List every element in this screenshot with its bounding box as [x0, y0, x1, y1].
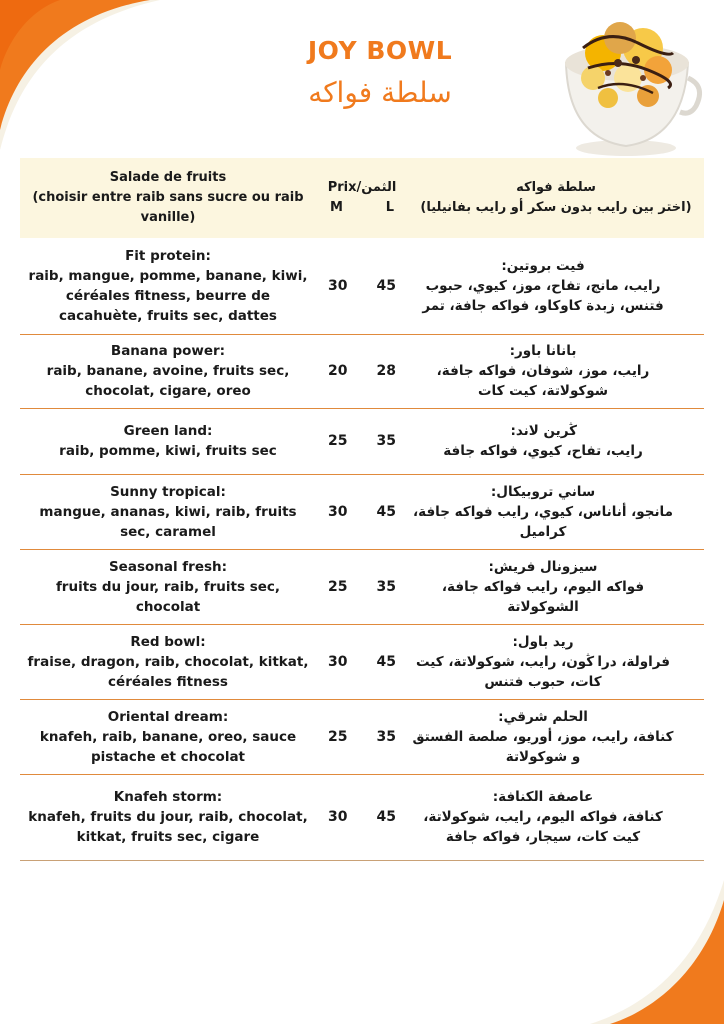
item-french — [20, 624, 316, 699]
table-row — [20, 334, 704, 408]
item-french — [20, 474, 316, 549]
item-name-french: Red bowl: — [130, 633, 206, 650]
item-french — [20, 699, 316, 774]
table-row — [20, 624, 704, 699]
header-arabic — [408, 158, 704, 238]
item-prices — [316, 334, 408, 408]
item-arabic — [408, 549, 704, 624]
item-description-arabic: رايب، مانج، تفاح، موز، كيوي، حبوب فتنس، زبدة كاوكاو، فواكه جافة، تمر — [422, 277, 664, 314]
item-description-arabic: كنافة، رايب، موز، أوريو، صلصة الفستق و شوكولاتة — [412, 728, 674, 765]
header-arabic-title: سلطة فواكه — [516, 180, 596, 195]
price-l: 35 — [376, 728, 396, 745]
header-price — [316, 158, 408, 238]
item-french — [20, 408, 316, 474]
item-name-french: Sunny tropical: — [110, 483, 226, 500]
item-name-arabic: فيت بروتين: — [501, 257, 585, 274]
menu-table — [20, 158, 704, 861]
item-name-french: Banana power: — [110, 343, 226, 359]
item-french — [20, 549, 316, 624]
item-description-french: mangue, ananas, kiwi, raib, fruits sec, caramel — [39, 503, 297, 540]
item-name-french: Fit protein: — [125, 247, 211, 264]
price-m: 30 — [328, 503, 348, 520]
table-row — [20, 549, 704, 624]
item-arabic — [408, 774, 704, 860]
item-description-french: fruits du jour, raib, fruits sec, chocolat — [55, 578, 281, 615]
price-m: 25 — [328, 433, 348, 449]
item-french — [20, 334, 316, 408]
item-description-french: raib, pomme, kiwi, fruits sec — [59, 443, 277, 459]
item-prices — [316, 408, 408, 474]
price-m: 25 — [328, 728, 348, 745]
table-row — [20, 474, 704, 549]
header-french-note: (choisir entre raib sans sucre ou raib vanille) — [32, 190, 304, 225]
item-description-arabic: فراولة، درا ڭون، رايب، شوكولاتة، كيت كات، حبوب فتنس — [415, 653, 671, 690]
header-price-label: Prix/الثمن — [327, 180, 397, 195]
header-size-l: L — [385, 200, 394, 215]
item-name-arabic: سيزونال فريش: — [488, 558, 598, 575]
price-m: 30 — [328, 653, 348, 670]
item-description-french: fraise, dragon, raib, chocolat, kitkat, céréales fitness — [27, 653, 309, 690]
header-arabic-note: (اختر بين رايب بدون سكر أو رايب بفانيليا) — [420, 200, 692, 215]
price-m: 20 — [328, 363, 348, 379]
item-prices — [316, 549, 408, 624]
table-row — [20, 408, 704, 474]
item-prices — [316, 774, 408, 860]
item-name-arabic: عاصفة الكنافة: — [492, 789, 594, 805]
menu-header-row — [20, 158, 704, 238]
item-description-french: raib, banane, avoine, fruits sec, chocolat, cigare, oreo — [46, 363, 290, 399]
price-l: 45 — [376, 653, 396, 670]
price-l: 45 — [376, 809, 396, 825]
corner-swoosh-dark — [0, 0, 60, 70]
item-description-french: knafeh, raib, banane, oreo, sauce pistache et chocolat — [39, 728, 297, 765]
item-prices — [316, 699, 408, 774]
item-name-arabic: ساني تروبيكال: — [490, 483, 596, 500]
item-name-french: Knafeh storm: — [113, 789, 223, 805]
price-l: 35 — [376, 433, 396, 449]
bottom-swoosh-cream — [590, 880, 724, 1024]
bottom-swoosh-orange — [610, 900, 724, 1024]
item-arabic — [408, 474, 704, 549]
price-m: 25 — [328, 578, 348, 595]
item-description-french: raib, mangue, pomme, banane, kiwi, céréales fitness, beurre de cacahuète, fruits sec, dattes — [28, 267, 308, 324]
item-arabic — [408, 699, 704, 774]
item-prices — [316, 238, 408, 334]
price-l: 35 — [376, 578, 396, 595]
price-m: 30 — [328, 809, 348, 825]
price-l: 45 — [376, 277, 396, 294]
table-row — [20, 238, 704, 334]
item-description-arabic: فواكه اليوم، رايب فواكه جافة، الشوكولاتة — [441, 578, 645, 615]
item-description-french: knafeh, fruits du jour, raib, chocolat, kitkat, fruits sec, cigare — [28, 809, 308, 845]
header-size-m: M — [330, 200, 343, 215]
corner-swoosh-orange — [0, 0, 150, 130]
item-description-arabic: رايب، تفاح، كيوي، فواكه جافة — [443, 443, 643, 459]
item-arabic — [408, 334, 704, 408]
item-arabic — [408, 624, 704, 699]
item-french — [20, 238, 316, 334]
fruit-bowl-photo — [548, 8, 704, 158]
item-name-french: Seasonal fresh: — [108, 558, 228, 575]
item-name-french: Green land: — [123, 423, 213, 439]
table-row — [20, 774, 704, 860]
item-description-arabic: رايب، موز، شوفان، فواكه جافة، شوكولاتة، كيت كات — [436, 363, 650, 399]
price-m: 30 — [328, 277, 348, 294]
item-name-arabic: بانانا باور: — [509, 343, 577, 359]
item-prices — [316, 474, 408, 549]
item-name-arabic: ڭرين لاند: — [510, 423, 576, 439]
item-french — [20, 774, 316, 860]
price-l: 45 — [376, 503, 396, 520]
item-arabic — [408, 408, 704, 474]
item-name-french: Oriental dream: — [107, 708, 229, 725]
brand-title: JOY BOWL — [307, 36, 453, 65]
item-name-arabic: ريد باول: — [512, 633, 574, 650]
item-prices — [316, 624, 408, 699]
item-description-arabic: كنافة، فواكه اليوم، رايب، شوكولاتة، كيت كات، سيجار، فواكه جافة — [423, 809, 663, 845]
item-description-arabic: مانجو، أناناس، كيوي، رايب فواكه جافة، كراميل — [413, 503, 673, 540]
header-french-title: Salade de fruits — [109, 170, 227, 185]
corner-swoosh-cream — [0, 0, 160, 150]
brand-subtitle-arabic: سلطة فواكه — [308, 76, 452, 109]
table-row — [20, 699, 704, 774]
item-name-arabic: الحلم شرقي: — [498, 708, 588, 725]
item-arabic — [408, 238, 704, 334]
price-l: 28 — [376, 363, 396, 379]
header-french — [20, 158, 316, 238]
